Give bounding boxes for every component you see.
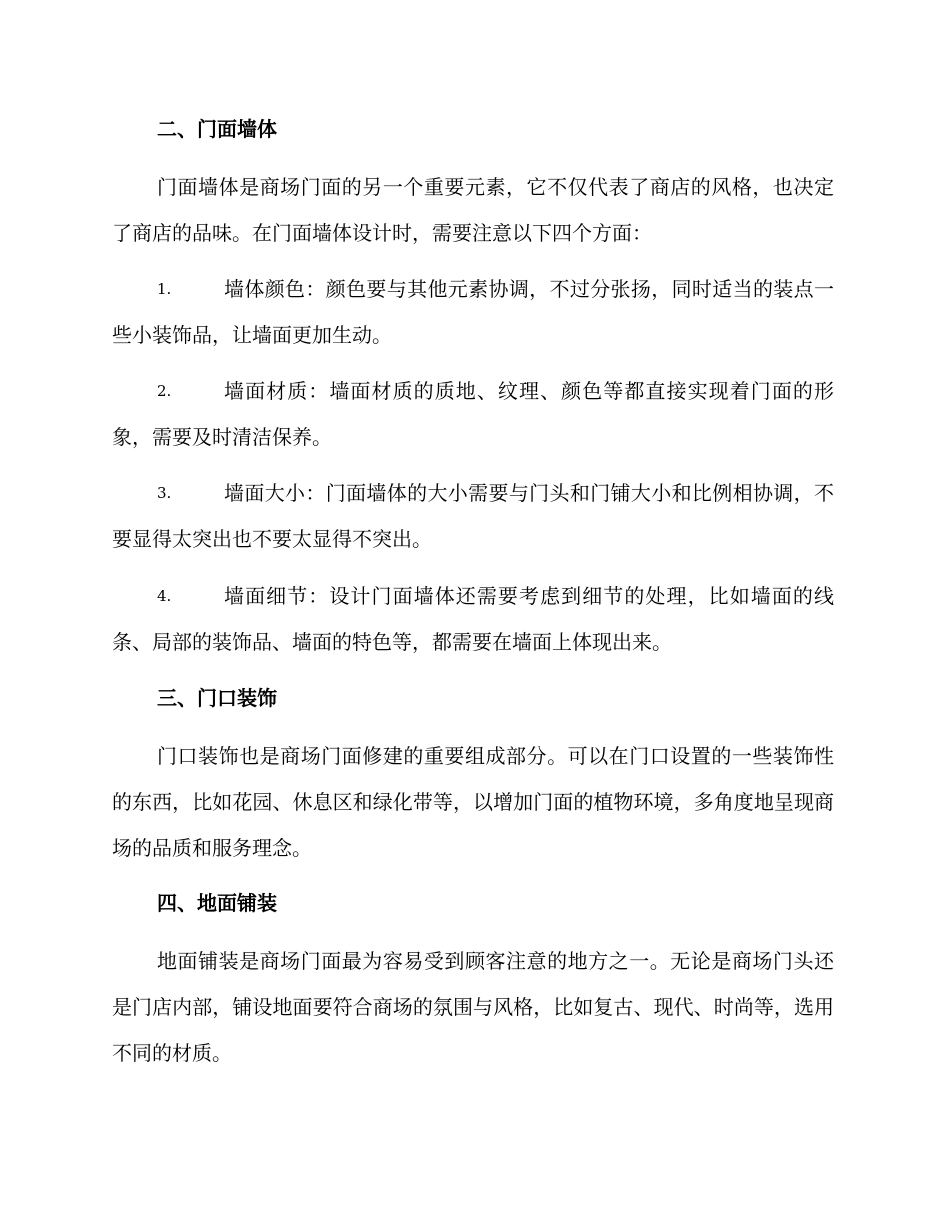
paragraph-floor: 地面铺装是商场门面最为容易受到顾客注意的地方之一。无论是商场门头还是门店内部，铺设地面要符合商场的氛围与风格，比如复古、现代、时尚等，选用不同的材质。 <box>112 949 834 1065</box>
list-text: 墙面大小：门面墙体的大小需要与门头和门铺大小和比例相协调，不要显得太突出也不要太显得不突出。 <box>112 481 834 551</box>
section-heading-wall: 二、门面墙体 <box>157 117 277 141</box>
list-text: 墙体颜色：颜色要与其他元素协调，不过分张扬，同时适当的装点一些小装饰品，让墙面更加生动。 <box>112 277 834 347</box>
list-item-wall-size <box>112 470 834 562</box>
paragraph-wall-intro: 门面墙体是商场门面的另一个重要元素，它不仅代表了商店的风格，也决定了商店的品味。在门面墙体设计时，需要注意以下四个方面： <box>112 175 834 245</box>
list-text: 墙面材质：墙面材质的质地、纹理、颜色等都直接实现着门面的形象，需要及时清洁保养。 <box>112 379 834 449</box>
list-number: 2. <box>157 382 172 400</box>
list-item-wall-color <box>112 266 834 358</box>
section-heading-entrance: 三、门口装饰 <box>157 686 277 710</box>
list-item-wall-material <box>112 368 834 460</box>
list-number: 3. <box>157 484 172 502</box>
section-heading-floor: 四、地面铺装 <box>157 891 277 915</box>
list-text: 墙面细节：设计门面墙体还需要考虑到细节的处理，比如墙面的线条、局部的装饰品、墙面的特色等，都需要在墙面上体现出来。 <box>112 584 834 654</box>
list-number: 4. <box>157 587 172 605</box>
list-number: 1. <box>157 280 172 298</box>
paragraph-entrance: 门口装饰也是商场门面修建的重要组成部分。可以在门口设置的一些装饰性的东西，比如花园、休息区和绿化带等，以增加门面的植物环境，多角度地呈现商场的品质和服务理念。 <box>112 744 834 860</box>
list-item-wall-detail <box>112 573 834 665</box>
